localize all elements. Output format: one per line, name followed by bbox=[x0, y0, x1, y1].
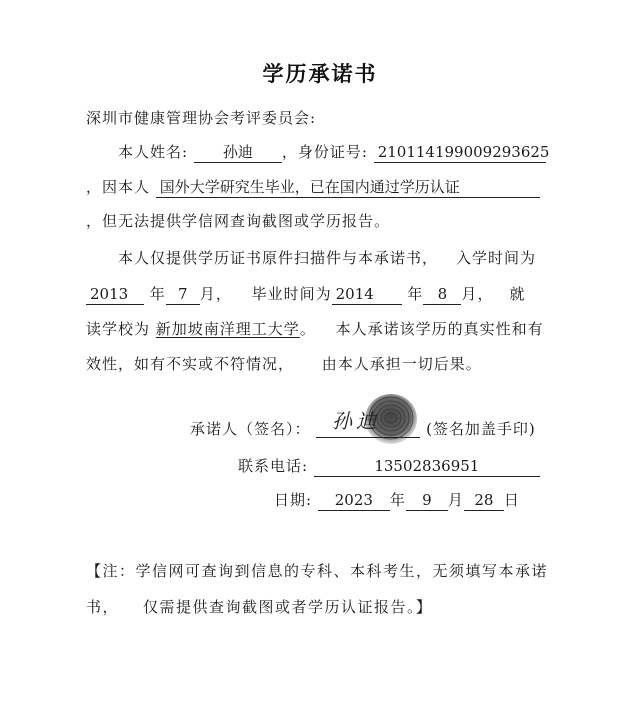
name-value: 孙迪 bbox=[194, 143, 282, 163]
enroll-year: 2013 bbox=[86, 285, 144, 305]
enroll-label: 入学时间为 bbox=[456, 249, 537, 267]
document-title: 学历承诺书 bbox=[262, 61, 378, 86]
grad-label: 毕业时间为 bbox=[251, 285, 332, 303]
date-day-char: 日 bbox=[503, 491, 520, 509]
pledge-part1: 本人承诺该学历的真实性和有 bbox=[335, 320, 544, 338]
enroll-month: 7 bbox=[166, 285, 200, 305]
body-line-4 bbox=[86, 353, 482, 375]
date-month-char: 月 bbox=[447, 491, 464, 509]
study-line-start: 读学校为 bbox=[86, 320, 151, 338]
footnote-line-2a: 书， bbox=[86, 598, 120, 616]
study-prefix: 就 bbox=[509, 285, 526, 303]
addressee: 深圳市健康管理协会考评委员会: bbox=[86, 109, 317, 127]
body-line-3 bbox=[86, 318, 544, 340]
pledge-part2: 效性，如有不实或不符情况， bbox=[86, 355, 295, 373]
phone-line bbox=[238, 455, 540, 477]
date-line bbox=[274, 489, 520, 511]
period: 。 bbox=[299, 320, 316, 338]
reason-line bbox=[86, 176, 540, 198]
year-char-2: 年 bbox=[407, 285, 424, 303]
handwritten-signature: 孙迪 bbox=[332, 409, 380, 433]
separator-2: ， bbox=[477, 285, 494, 303]
reason-value: 国外大学研究生毕业，已在国内通过学历认证 bbox=[156, 178, 540, 198]
date-label: 日期: bbox=[274, 491, 313, 509]
separator: ， bbox=[215, 285, 232, 303]
month-char: 月 bbox=[199, 285, 216, 303]
id-label: ，身份证号: bbox=[281, 143, 368, 161]
footnote-line-1: 【注：学信网可查询到信息的专科、本科考生，无须填写本承诺 bbox=[86, 562, 549, 580]
date-day: 28 bbox=[464, 491, 504, 511]
signature-label: 承诺人（签名）： bbox=[190, 420, 311, 438]
school-name: 新加坡南洋理工大学 bbox=[155, 320, 300, 338]
para-start: 本人仅提供学历证书原件扫描件与本承诺书， bbox=[118, 249, 439, 267]
id-number: 210114199009293625 bbox=[374, 143, 546, 163]
signature-note: (签名加盖手印) bbox=[426, 420, 536, 438]
phone-label: 联系电话: bbox=[238, 457, 309, 475]
reason-line-2: ，但无法提供学信网查询截图或学历报告。 bbox=[86, 212, 391, 230]
date-year-char: 年 bbox=[389, 491, 406, 509]
identity-line bbox=[118, 141, 550, 163]
pledge-part3: 由本人承担一切后果。 bbox=[321, 355, 482, 373]
month-char-2: 月 bbox=[461, 285, 478, 303]
footnote-line-2b: 仅需提供查询截图或者学历认证报告。】 bbox=[143, 598, 433, 616]
body-line-1 bbox=[118, 247, 536, 269]
year-char: 年 bbox=[149, 285, 166, 303]
grad-year: 2014 bbox=[332, 285, 402, 305]
reason-prefix: ，因本人 bbox=[86, 178, 151, 196]
body-line-2 bbox=[86, 283, 525, 305]
grad-month: 8 bbox=[423, 285, 461, 305]
date-month: 9 bbox=[406, 491, 448, 511]
name-label: 本人姓名: bbox=[118, 143, 189, 161]
footnote-line-2 bbox=[86, 596, 433, 618]
date-year: 2023 bbox=[318, 491, 390, 511]
phone-value: 13502836951 bbox=[314, 457, 540, 477]
